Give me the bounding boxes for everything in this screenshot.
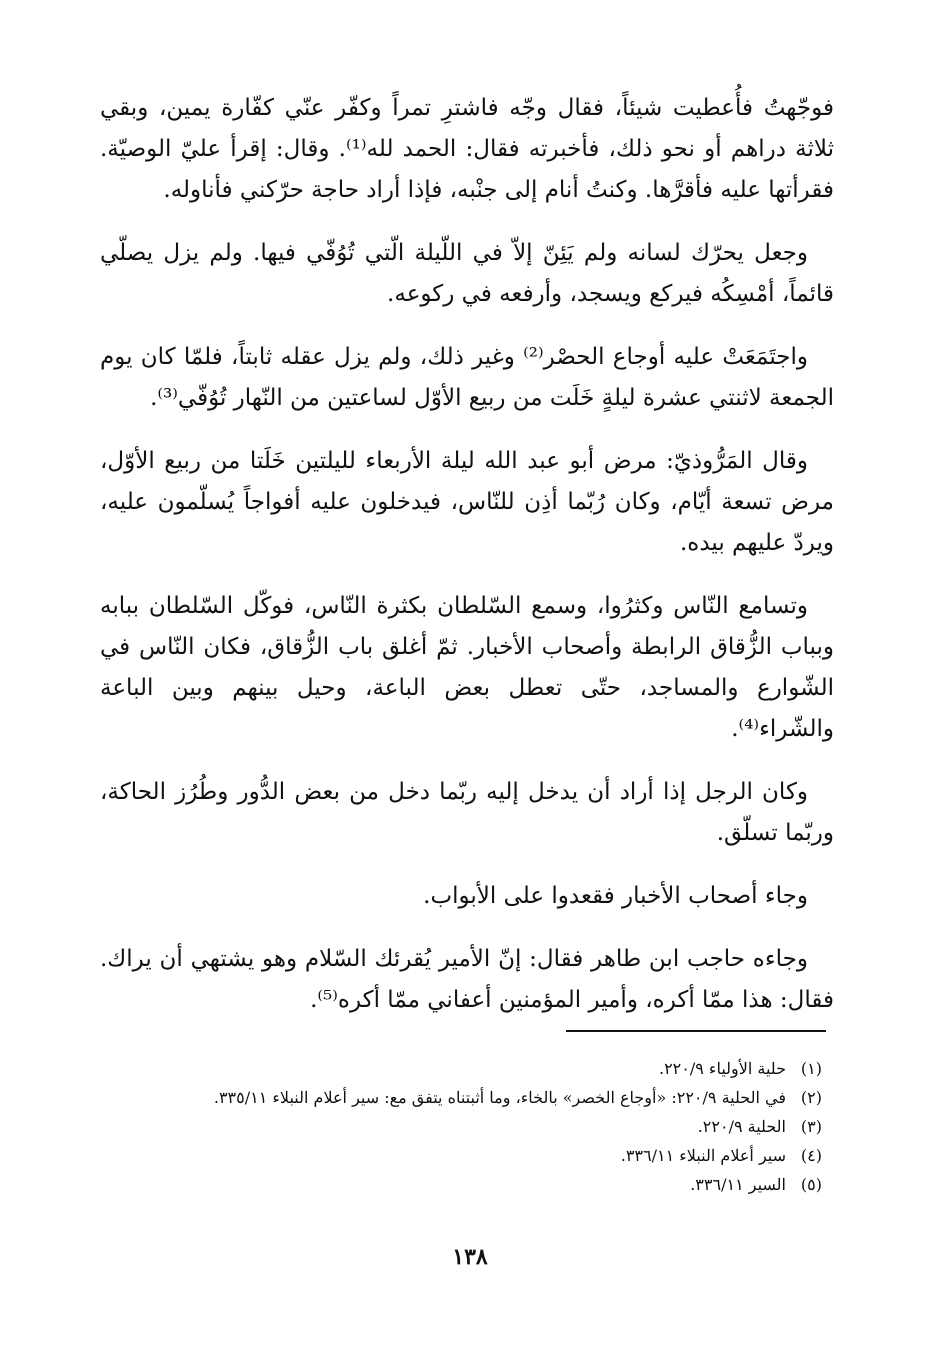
- paragraph-7: وجاء أصحاب الأخبار فقعدوا على الأبواب.: [423, 883, 808, 909]
- footnote-2: [100, 1083, 822, 1112]
- footnote-3: [100, 1112, 822, 1141]
- paragraph-5: وتسامع النّاس وكثرُوا، وسمع السّلطان بكثرة النّاس، فوكّل السّلطان ببابه وبباب الزُّقاق الرابطة وأصحاب الأخبار. ثمّ أغلق باب الزُّقاق، فكان النّاس في الشّوارع والمساجد، حتّى تعطل بعض الباعة، وحيل بينهم وبين الباعة والشّراء⁽⁴⁾.: [100, 593, 834, 742]
- footnotes: [100, 1054, 822, 1199]
- footnote-number: (١): [800, 1059, 822, 1078]
- footnote-4: [100, 1141, 822, 1170]
- footnote-1: [100, 1054, 822, 1083]
- footnote-text: سير أعلام النبلاء ٣٣٦/١١.: [620, 1146, 786, 1165]
- page-number: ١٣٨: [452, 1244, 488, 1270]
- paragraph-1: فوجّهتُ فأُعطيت شيئاً، فقال وجّه فاشترِ تمراً وكفّر عنّي كفّارة يمين، وبقي ثلاثة دراهم أو نحو ذلك، فأخبرته فقال: الحمد لله⁽¹⁾. وقال: إقرأ عليّ الوصيّة. فقرأتها عليه فأقرَّها. وكنتُ أنام إلى جنْبه، فإذا أراد حاجة حرّكني فأناوله.: [100, 95, 835, 203]
- main-text: [100, 88, 834, 1043]
- footnote-5: [100, 1170, 822, 1199]
- paragraph-3: واجتَمَعَتْ عليه أوجاع الحصْر⁽²⁾ وغير ذلك، ولم يزل عقله ثابتاً، فلمّا كان يوم الجمعة لاثنتي عشرة ليلةٍ خَلَت من ربيع الأوّل لساعتين من النّهار تُوُفّي⁽³⁾.: [100, 344, 834, 411]
- footnote-text: حلية الأولياء ٢٢٠/٩.: [658, 1059, 786, 1078]
- footnote-number: (٤): [800, 1146, 822, 1165]
- footnote-text: الحلية ٢٢٠/٩.: [697, 1117, 786, 1136]
- paragraph-2: وجعل يحرّك لسانه ولم يَئِنّ إلاّ في اللّيلة الّتي تُوُفّي فيها. ولم يزل يصلّي قائماً، أمْسِكُه فيركع ويسجد، وأرفعه في ركوعه.: [100, 240, 834, 307]
- footnote-number: (٥): [800, 1175, 822, 1194]
- paragraph-6: وكان الرجل إذا أراد أن يدخل إليه ربّما دخل من بعض الدُّور وطُرُز الحاكة، وربّما تسلّق.: [100, 779, 834, 846]
- footnote-text: السير ٣٣٦/١١.: [690, 1175, 786, 1194]
- footnote-number: (٣): [800, 1117, 822, 1136]
- paragraph-8: وجاءه حاجب ابن طاهر فقال: إنّ الأمير يُقرئك السّلام وهو يشتهي أن يراك. فقال: هذا ممّا أكره، وأمير المؤمنين أعفاني ممّا أكره⁽⁵⁾.: [100, 946, 834, 1013]
- footnote-divider: [566, 1030, 826, 1032]
- footnote-number: (٢): [800, 1088, 822, 1107]
- footnote-text: في الحلية ٢٢٠/٩: «أوجاع الخصر» بالخاء، وما أثبتناه يتفق مع: سير أعلام النبلاء ٣٣٥/١١.: [213, 1088, 786, 1107]
- paragraph-4: وقال المَرُّوذيّ: مرض أبو عبد الله ليلة الأربعاء لليلتين خَلَتا من ربيع الأوّل، مرض تسعة أيّام، وكان رُبّما أذِن للنّاس، فيدخلون عليه أفواجاً يُسلّمون عليه، ويردّ عليهم بيده.: [100, 448, 834, 556]
